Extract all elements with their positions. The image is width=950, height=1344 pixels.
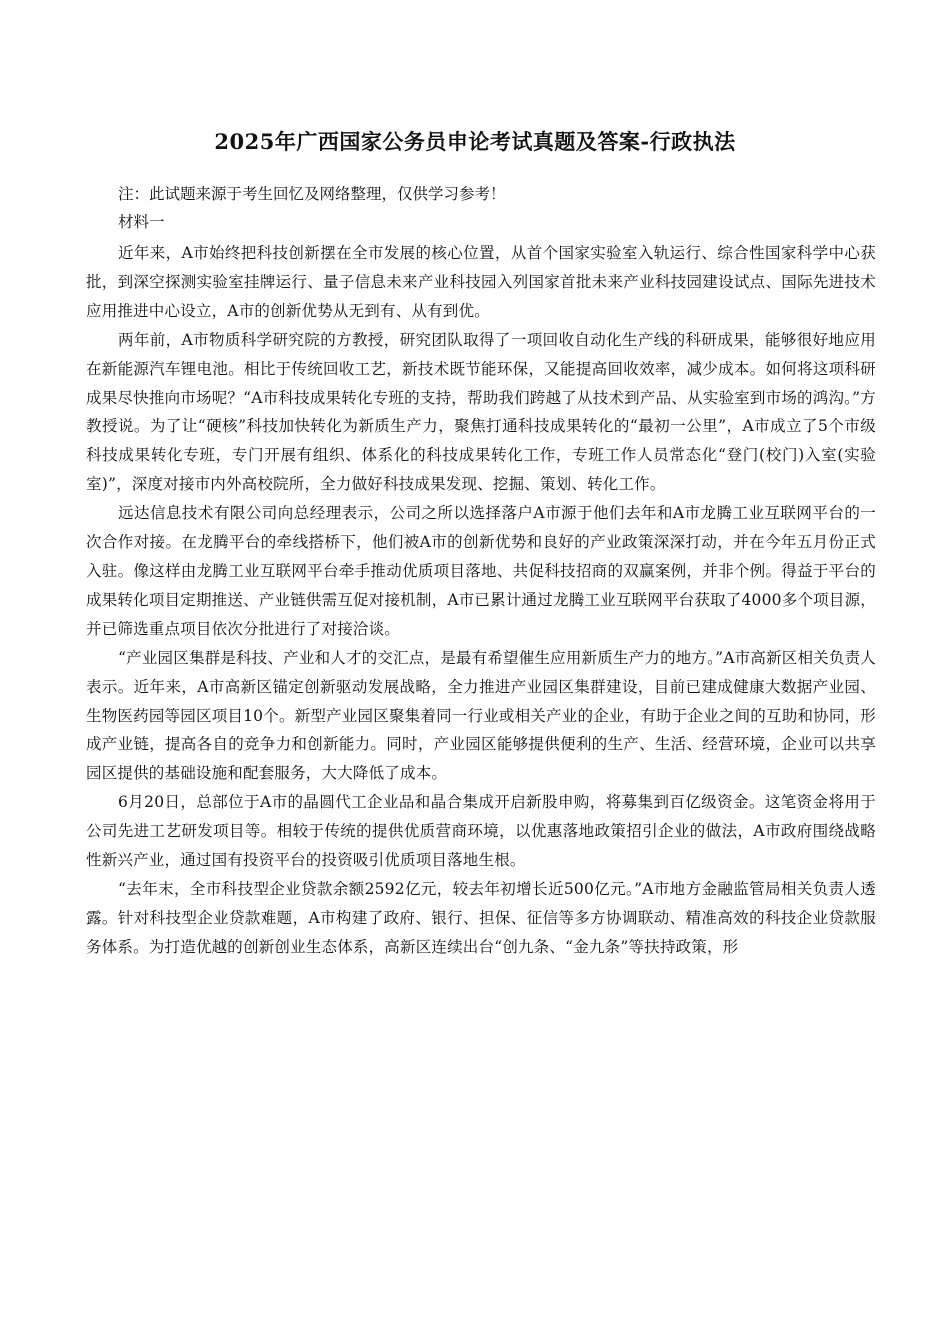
paragraph-1: 近年来，A市始终把科技创新摆在全市发展的核心位置，从首个国家实验室入轨运行、综合性国家科学中心获批，到深空探测实验室挂牌运行、量子信息未来产业科技园入列国家首批未来产业科技园建设试点、国际先进技术应用推进中心设立，A市的创新优势从无到有、从有到优。 bbox=[86, 244, 876, 320]
paragraph-3: 远达信息技术有限公司向总经理表示，公司之所以选择落户A市源于他们去年和A市龙腾工业互联网平台的一次合作对接。在龙腾平台的牵线搭桥下，他们被A市的创新优势和良好的产业政策深深打动，并在今年五月份正式入驻。像这样由龙腾工业互联网平台牵手推动优质项目落地、共促科技招商的双赢案例，并非个例。得益于平台的成果转化项目定期推送、产业链供需互促对接机制，A市已累计通过龙腾工业互联网平台获取了4000多个项目源，并已筛选重点项目依次分批进行了对接洽谈。 bbox=[86, 504, 876, 638]
section-label: 材料一 bbox=[118, 213, 165, 231]
source-note: 注：此试题来源于考生回忆及网络整理，仅供学习参考！ bbox=[118, 185, 506, 203]
paragraph-6: “去年末，全市科技型企业贷款余额2592亿元，较去年初增长近500亿元。”A市地方金融监管局相关负责人透露。针对科技型企业贷款难题，A市构建了政府、银行、担保、征信等多方协调联动、精准高效的科技企业贷款服务体系。为打造优越的创新创业生态体系，高新区连续出台“创九条、“金九条”等扶持政策，形 bbox=[86, 879, 876, 956]
paragraph-5: 6月20日，总部位于A市的晶圆代工企业品和晶合集成开启新股申购，将募集到百亿级资金。这笔资金将用于公司先进工艺研发项目等。相较于传统的提供优质营商环境，以优惠落地政策招引企业的做法，A市政府围绕战略性新兴产业，通过国有投资平台的投资吸引优质项目落地生根。 bbox=[86, 793, 876, 870]
paragraph-4: “产业园区集群是科技、产业和人才的交汇点，是最有希望催生应用新质生产力的地方。”A市高新区相关负责人表示。近年来，A市高新区锚定创新驱动发展战略，全力推进产业园区集群建设，目前已建成健康大数据产业园、生物医药园等园区项目10个。新型产业园区聚集着同一行业或相关产业的企业，有助于企业之间的互助和协同，形成产业链，提高各自的竞争力和创新能力。同时，产业园区能够提供便利的生产、生活、经营环境，企业可以共享园区提供的基础设施和配套服务，大大降低了成本。 bbox=[86, 648, 876, 783]
document-title: 2025年广西国家公务员申论考试真题及答案-行政执法 bbox=[214, 129, 736, 154]
document-body bbox=[86, 180, 876, 962]
paragraph-2: 两年前，A市物质科学研究院的方教授，研究团队取得了一项回收自动化生产线的科研成果，能够很好地应用在新能源汽车锂电池。相比于传统回收工艺，新技术既节能环保，又能提高回收效率，减少成本。如何将这项科研成果尽快推向市场呢？“A市科技成果转化专班的支持，帮助我们跨越了从技术到产品、从实验室到市场的鸿沟。”方教授说。为了让“硬核”科技加快转化为新质生产力，聚焦打通科技成果转化的“最初一公里”，A市成立了5个市级科技成果转化专班，专门开展有组织、体系化的科技成果转化工作，专班工作人员常态化“登门(校门)入室(实验室)”，深度对接市内外高校院所，全力做好科技成果发现、挖掘、策划、转化工作。 bbox=[86, 330, 876, 494]
